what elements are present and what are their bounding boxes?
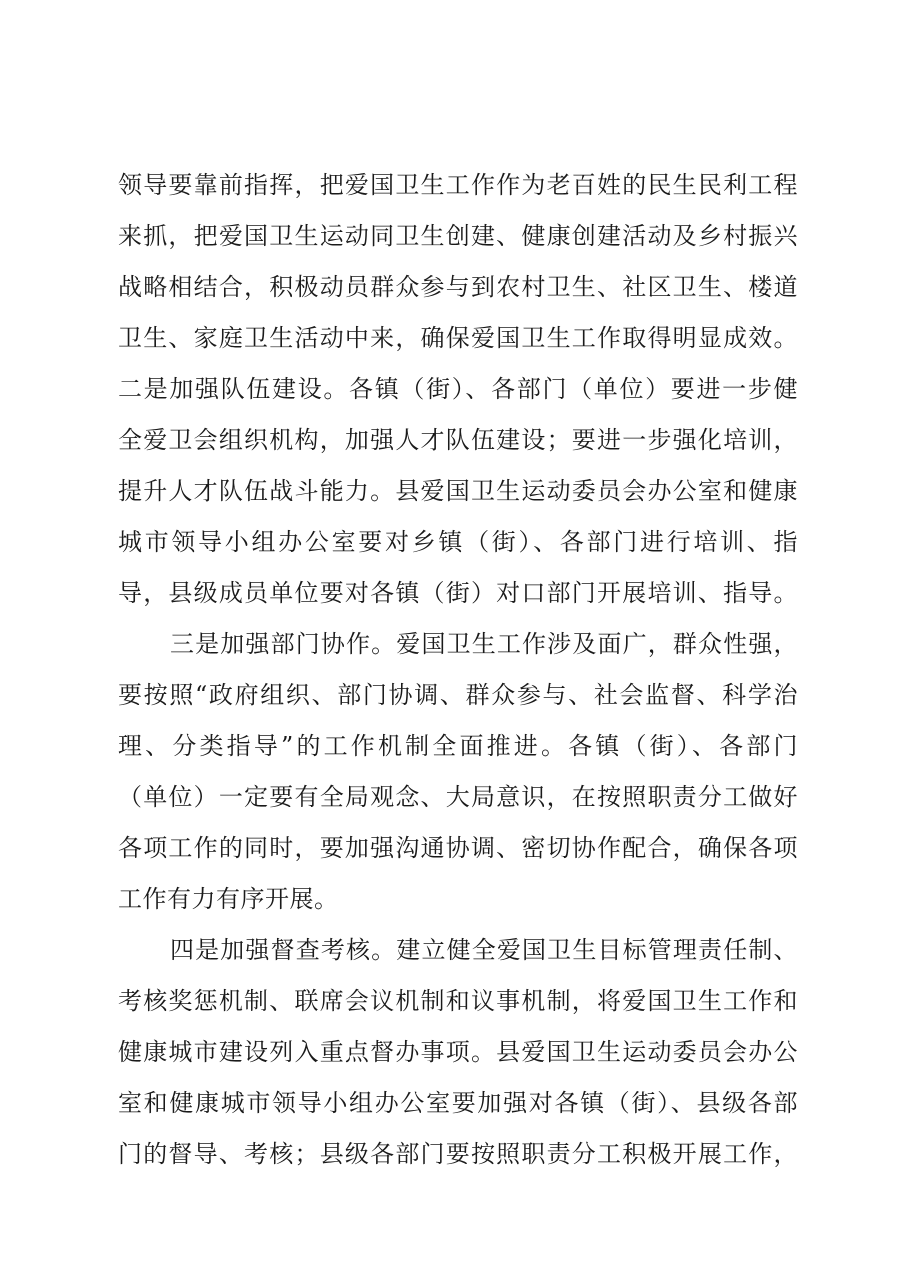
text-line: 战略相结合，积极动员群众参与到农村卫生、社区卫生、楼道 <box>118 273 798 301</box>
text-line: 卫生、家庭卫生活动中来，确保爱国卫生工作取得明显成效。 <box>118 324 798 352</box>
paragraph-start-line: 四是加强督查考核。建立健全爱国卫生目标管理责任制、 <box>170 936 798 964</box>
text-line: 领导要靠前指挥，把爱国卫生工作作为老百姓的民生民利工程 <box>118 171 798 199</box>
text-line: 各项工作的同时，要加强沟通协调、密切协作配合，确保各项 <box>118 834 798 862</box>
text-line: 门的督导、考核；县级各部门要按照职责分工积极开展工作， <box>118 1140 798 1168</box>
text-line: 来抓，把爱国卫生运动同卫生创建、健康创建活动及乡村振兴 <box>118 222 798 250</box>
text-line: 提升人才队伍战斗能力。县爱国卫生运动委员会办公室和健康 <box>118 477 798 505</box>
body-text <box>118 160 798 1180</box>
text-line: 要按照“政府组织、部门协调、群众参与、社会监督、科学治 <box>118 681 798 709</box>
text-line: 二是加强队伍建设。各镇（街）、各部门（单位）要进一步健 <box>118 375 798 403</box>
paragraph-end-line: 工作有力有序开展。 <box>118 885 339 913</box>
text-line: 城市领导小组办公室要对乡镇（街）、各部门进行培训、指 <box>118 528 798 556</box>
text-line: （单位）一定要有全局观念、大局意识，在按照职责分工做好 <box>118 783 798 811</box>
text-line: 考核奖惩机制、联席会议机制和议事机制，将爱国卫生工作和 <box>118 987 798 1015</box>
text-line: 导，县级成员单位要对各镇（街）对口部门开展培训、指导。 <box>118 579 798 607</box>
text-line: 全爱卫会组织机构，加强人才队伍建设；要进一步强化培训， <box>118 426 798 454</box>
text-line: 室和健康城市领导小组办公室要加强对各镇（街）、县级各部 <box>118 1089 798 1117</box>
text-line: 健康城市建设列入重点督办事项。县爱国卫生运动委员会办公 <box>118 1038 798 1066</box>
paragraph-start-line: 三是加强部门协作。爱国卫生工作涉及面广，群众性强， <box>170 630 798 658</box>
text-line: 理、分类指导”的工作机制全面推进。各镇（街）、各部门 <box>118 732 798 760</box>
